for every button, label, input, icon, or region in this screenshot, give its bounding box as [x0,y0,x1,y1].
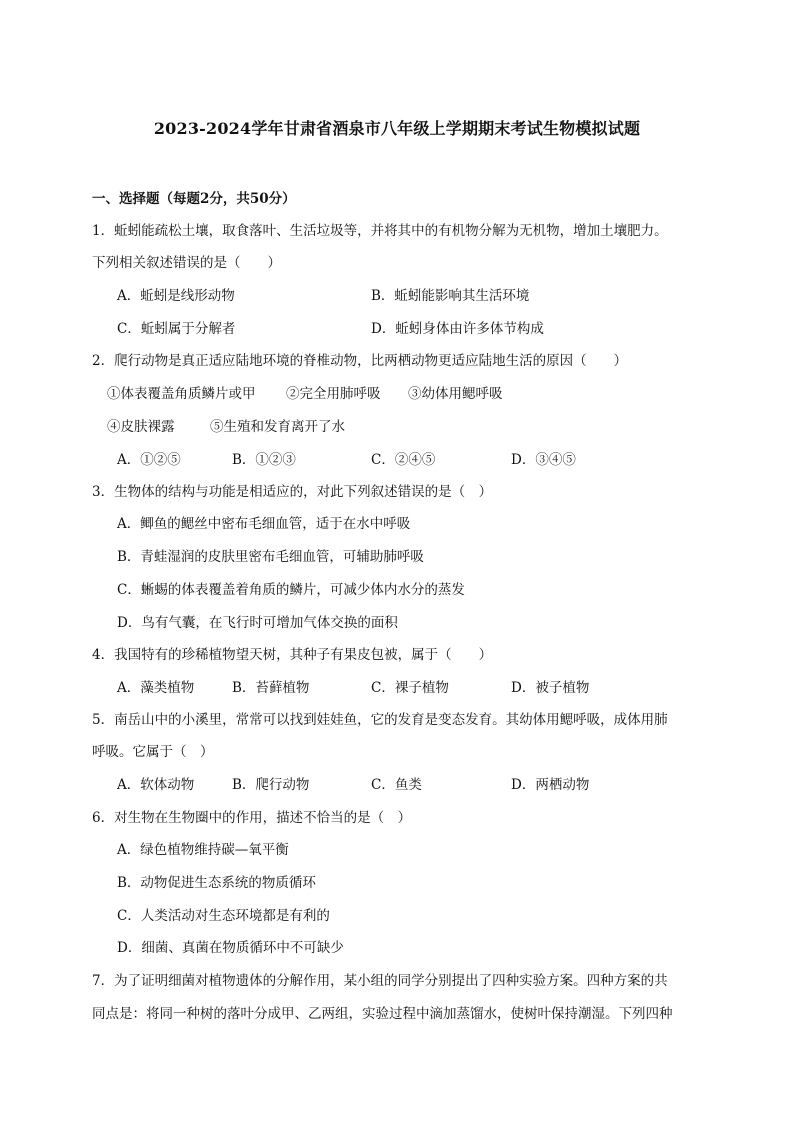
question-5-option-d: D．两栖动物 [511,777,590,793]
question-2-option-c: C．②④⑤ [371,452,436,468]
question-2-stem: 2．爬行动物是真正适应陆地环境的脊椎动物，比两栖动物更适应陆地生活的原因（ ） [92,353,628,369]
question-2-item-1: ①体表覆盖角质鳞片或甲 [107,386,256,402]
question-3-option-d: D．鸟有气囊，在飞行时可增加气体交换的面积 [117,615,398,631]
question-2-item-2: ②完全用肺呼吸 [286,386,381,402]
question-2-item-3: ③幼体用鳃呼吸 [408,386,503,402]
question-5-option-c: C．鱼类 [371,777,422,793]
question-2-item-4: ④皮肤裸露 [107,419,175,435]
question-5-stem-line-2: 呼吸。它属于（ ） [92,744,214,760]
question-6-stem: 6．对生物在生物圈中的作用，描述不恰当的是（ ） [92,810,412,826]
question-2-option-a: A．①②⑤ [117,452,181,468]
question-2-item-5: ⑤生殖和发育离开了水 [210,419,345,435]
question-2-option-d: D．③④⑤ [511,452,576,468]
question-1-option-d: D．蚯蚓身体由许多体节构成 [371,321,544,337]
question-3-option-b: B．青蛙湿润的皮肤里密布毛细血管，可辅助肺呼吸 [117,549,424,565]
question-4-option-b: B．苔藓植物 [232,680,310,696]
question-1-option-a: A．蚯蚓是线形动物 [117,288,235,304]
question-2-option-b: B．①②③ [232,452,296,468]
question-6-option-c: C．人类活动对生态环境都是有利的 [117,908,330,924]
question-7-stem-line-2: 同点是：将同一种树的落叶分成甲、乙两组，实验过程中滴加蒸馏水，使树叶保持潮湿。下列四种 [92,1006,673,1022]
question-5-stem-line-1: 5．南岳山中的小溪里，常常可以找到娃娃鱼，它的发育是变态发育。其幼体用鳃呼吸，成体用肺 [92,712,668,728]
question-4-option-d: D．被子植物 [511,680,590,696]
question-1-stem-line-2: 下列相关叙述错误的是（ ） [92,255,281,271]
question-5-option-b: B．爬行动物 [232,777,310,793]
question-1-option-b: B．蚯蚓能影响其生活环境 [371,288,530,304]
question-4-option-c: C．裸子植物 [371,680,449,696]
question-1-option-c: C．蚯蚓属于分解者 [117,321,236,337]
question-3-option-c: C．蜥蜴的体表覆盖着角质的鳞片，可减少体内水分的蒸发 [117,582,465,598]
question-6-option-a: A．绿色植物维持碳—氧平衡 [117,842,289,858]
question-6-option-d: D．细菌、真菌在物质循环中不可缺少 [117,940,344,956]
question-5-option-a: A．软体动物 [117,777,195,793]
question-7-stem-line-1: 7．为了证明细菌对植物遗体的分解作用，某小组的同学分别提出了四种实验方案。四种方案的共 [92,973,668,989]
question-4-stem: 4．我国特有的珍稀植物望天树，其种子有果皮包被，属于（ ） [92,647,493,663]
question-1-stem-line-1: 1．蚯蚓能疏松土壤，取食落叶、生活垃圾等，并将其中的有机物分解为无机物，增加土壤肥力。 [92,223,668,239]
question-3-stem: 3．生物体的结构与功能是相适应的，对此下列叙述错误的是（ ） [92,484,493,500]
question-6-option-b: B．动物促进生态系统的物质循环 [117,875,316,891]
question-3-option-a: A．鲫鱼的鳃丝中密布毛细血管，适于在水中呼吸 [117,516,411,532]
question-4-option-a: A．藻类植物 [117,680,195,696]
section-heading: 一、选择题（每题2分，共50分） [92,191,296,207]
page-title: 2023-2024学年甘肃省酒泉市八年级上学期期末考试生物模拟试题 [153,119,641,138]
